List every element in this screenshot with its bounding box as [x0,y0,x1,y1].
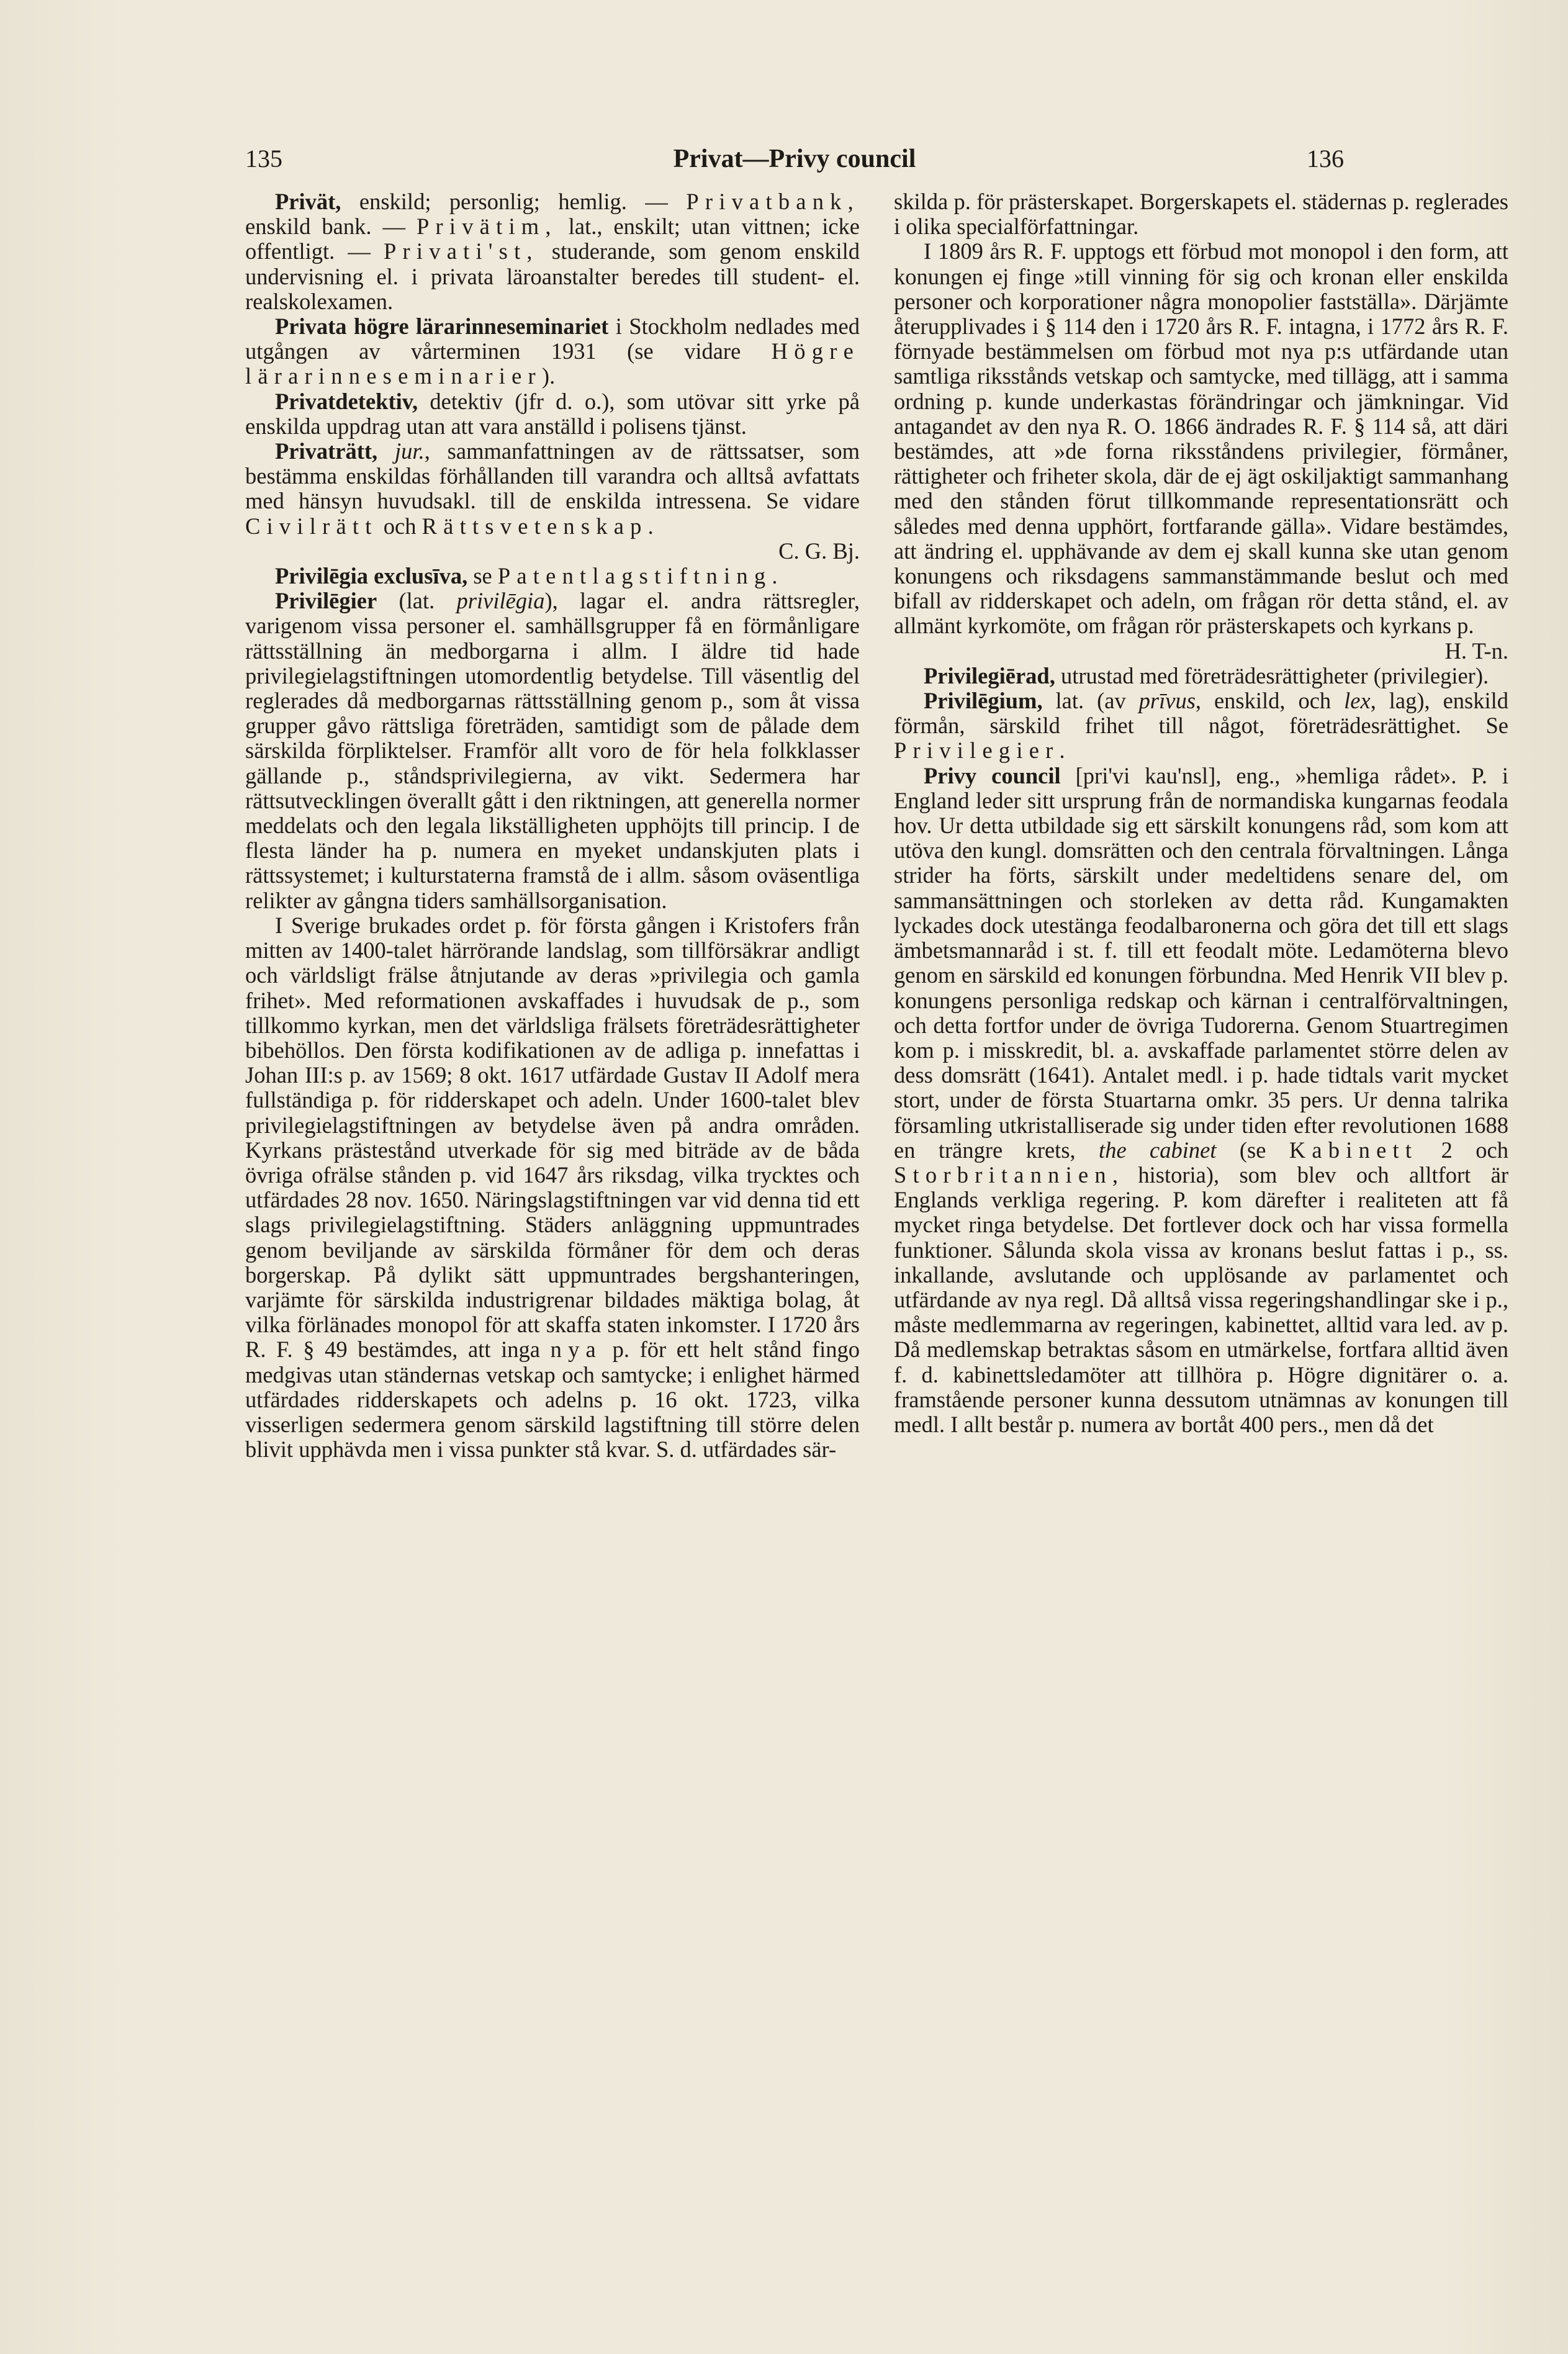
headword: Privilēgier [275,588,377,614]
spaced-term: Patentlagstiftning [497,563,772,589]
headword: Privilēgium, [924,688,1043,714]
entry-privilegium [894,688,1508,764]
entry-text: i Stockholm nedlades med utgången av vårterminen 1931 (se vidare [245,313,860,364]
headword: Privy council [924,762,1061,788]
entry-text: , lag), enskild förmån, särskild frihet till något, företrädesrättighet. Se [894,688,1509,739]
entry-text: . [1059,737,1065,764]
paragraph-continuation [894,189,1508,239]
entry-privatratt [245,439,860,564]
spaced-term: Kabinett [1289,1137,1418,1163]
entry-text: utrustad med företrädesrättigheter (privilegier). [1055,662,1489,688]
entry-text: , sammanfattningen av de rättssatser, som bestämma enskildas förhållanden till varandra och alltså avfattats med hänsyn huvudsakl. till de enskilda intressena. Se vidare [245,438,860,514]
entry-privy-council [894,764,1508,1437]
entry-text: enskild; personlig; hemlig. — [341,189,687,214]
entry-text: . [647,513,654,539]
entry-text: enskild bank. — [245,214,417,240]
entry-text: I Sverige brukades ordet p. för första gången i Kristofers från mitten av 1400-talet härrörande landslag, som tillförsäkrar andligt och världsligt frälse åtnjutande av deras »privilegia och gamla frihet». Med reformationen avskaffades i huvudsak de p., som tillkommo kyrkan, men det världsliga frälsets företrädesrättigheter bibehöllos. Den första kodifikationen av de adliga p. innefattas i Johan III:s p. av 1569; 8 okt. 1617 utfärdade Gustav II Adolf mera fullständiga p. för ridderskapet och adeln. Under 1600-talet blev privilegielagstiftningen av betydelse även på andra områden. Kyrkans prästestånd utverkade för sig med biträde av de båda övriga ofrälse stånden p. vid 1647 års riksdag, vilka trycktes och utfärdades 28 nov. 1650. Näringslagstiftningen var vid denna tid ett slags privilegielagstiftning. Städers anläggning uppmuntrades genom beviljande av särskilda förmåner för dem och deras borgerskap. På dylikt sätt uppmuntrades bergshanteringen, varjämte för särskilda industrigrenar bildades mäktiga bolag, åt vilka förlänades monopol för att skaffa staten inkomster. I 1720 års R. F. § 49 bestämdes, att inga [245,912,860,1363]
italic-term: lex [1344,688,1371,714]
entry-text: och [377,513,422,539]
entry-text: se [467,563,498,589]
entry-text: ). [541,363,556,389]
spaced-term: Privilegier [894,737,1060,764]
entry-text: , historia), som blev och alltfort är Englands verkliga regering. P. kom därefter i realiteten att få mycket ringa betydelse. Det fortlever dock och har vissa formella funktioner. Sålunda skola vissa av kronans beslut fattas i p., ss. inkallande, avslutande och upplösande av parlamentet och utfärdande av nya regl. Då alltså vissa regeringshandlingar ske i p., måste medlemmarna av regeringen, kabinettet, alltid vara led. av p. Då medlemskap betraktas såsom en utmärkelse, fortfara alltid även f. d. kabinettsledamöter att tillhöra p. Högre dignitärer o. a. framstående personer kunna dessutom utnämnas av konungen till medl. I allt består p. numera av bortåt 400 pers., men då det [894,1161,1508,1437]
paragraph-sverige [245,913,860,1462]
left-column [245,189,860,1462]
entry-text: (se [1216,1137,1289,1163]
italic-term: privilēgia [456,588,545,614]
entry-privatdetektiv [245,389,860,439]
italic-term: the cabinet [1099,1137,1217,1163]
spaced-term: Civilrätt [245,513,378,539]
spaced-term: Privätim, [416,214,557,240]
entry-text: I 1809 års R. F. upptogs ett förbud mot monopol i den form, att konungen ej finge »till vinning för sig och kronan eller enskilda personer och korporationer några monopolier fastställa». Därjämte återupplivades i § 114 den i 1720 års R. F. intagna, i 1772 års R. F. förnyade bestämmelsen om förbud mot nya p:s utfärdande utan samtliga riksstånds vetskap och samtycke, med tillägg, att i samma ordning p. kunde underkastas förändringar och jämkningar. Vid antagandet av den nya R. O. 1866 ändrades R. F. § 114 så, att däri bestämdes, att »de forna riksståndens privilegier, förmåner, rättigheter och friheter skola, där de ej ägt oskiljaktigt sammanhang med den stånden förut tillkommande representationsrätt och således med denna upphört, fortfarande gälla». Vidare bestämdes, att ändring el. upphävande av dem ej skall kunna ske utan genom konungens och riksdagens sammanstämmande beslut och med bifall av ridderskapet och adeln, om frågan rör detta stånd, el. av allmänt kyrkomöte, om frågan rör prästerskapets och kyrkans p. [894,238,1508,639]
entry-text: p. för ett helt stånd fingo medgivas utan ständernas vetskap och samtycke; i enlighet härmed utfärdades ridderskapets och adelns p. 16 okt. 1723, vilka visserligen sedermera genom särskild lagstiftning till större delen blivit upphävda men i vissa punkter stå kvar. S. d. utfärdades sär- [245,1337,860,1463]
italic-term: prīvus [1138,688,1196,714]
entry-text: [pri'vi kau'nsl], eng., »hemliga rådet». P. i England leder sitt ursprung från de normandiska kungarnas feodala hov. Ur detta utbildade sig ett särskilt konungens råd, som kom att utöva den kungl. domsrätten och den centrala förvaltningen. Långa strider ha förts, särskilt under medeltidens senare del, om sammansättningen och storleken av detta råd. Kungamakten lyckades dock utestänga feodalbaronerna och göra det till ett slags ämbetsmannaråd i st. f. till ett feodalt möte. Ledamöterna blevo genom en särskild ed konungen förbundna. Med Henrik VII blev p. konungens personliga redskap och kärnan i centralförvaltningen, och detta fortfor under de övriga Tudorerna. Genom Stuartregimen kom p. i misskredit, bl. a. avskaffade parlamentet större delen av dess domsrätt (1641). Antalet medl. i p. hade tidtals varit mycket stort, under de första Stuartarna omkr. 35 pers. Ur denna talrika församling utkristalliserade sig under tiden efter revolutionen 1688 en trängre krets, [894,762,1508,1163]
headword: Privata högre lärarinneseminariet [275,313,609,340]
running-title: Privat—Privy council [673,145,916,173]
entry-text: lat., enskilt; utan vittnen; icke offentligt. — [245,214,860,264]
entry-privilegierad [894,664,1508,688]
entry-privata-hogre-lararinneseminariet [245,314,860,389]
page-number-left: 135 [245,145,282,173]
entry-text: detektiv (jfr d. o.), som utövar sitt yrke på enskilda uppdrag utan att vara anställd i polisens tjänst. [245,388,860,439]
entry-text: ), lagar el. andra rättsregler, varigenom vissa personer el. samhällsgrupper få en förmånligare rättsställning än medborgarna i allm. I äldre tid hade privilegielagstiftningen utomordentlig betydelse. Till väsentlig del reglerades då medborgarnas rättsställning genom p., som åt vissa grupper gåvo rättsliga företräden, samtidigt som de pålade dem särskilda förpliktelser. Framför allt voro de för hela folkklasser gällande p., ståndsprivilegierna, av vikt. Sedermera har rättsutvecklingen överallt gått i den riktningen, att generella normer meddelats och den legala likställigheten upphöjts till princip. I de flesta länder ha p. numera en myeket undanskjuten plats i rättssystemet; i kulturstaterna framstå de i allm. såsom oväsentliga relikter av gångna tiders samhällsorganisation. [245,588,860,913]
spaced-term: Privati'st, [383,238,539,264]
headword: Privilegiērad, [924,662,1055,688]
entry-privilegia-exclusiva [245,564,860,588]
entry-text: 2 och [1418,1137,1508,1163]
headword: Privatdetektiv, [275,388,418,414]
italic-term: jur. [377,438,425,464]
entry-text: lat. (av [1042,688,1139,714]
page-header [245,144,1344,181]
entry-text: skilda p. för prästerskapet. Borgerskapets el. städernas p. reglerades i olika specialförfattningar. [894,189,1508,240]
spaced-term: nya [550,1337,602,1363]
author-signature: H. T-n. [1444,638,1508,664]
spaced-term: Privatbank, [686,189,860,214]
page-number-right: 136 [1307,145,1344,173]
entry-text: , enskild, och [1195,688,1345,714]
entry-privat [245,189,860,314]
paragraph-rf-1809 [894,239,1508,663]
spaced-term: Storbritannien [894,1161,1112,1188]
entry-privilegier [245,588,860,913]
right-column [894,189,1508,1437]
headword: Privät, [275,189,341,214]
headword: Privilēgia exclusīva, [275,563,468,589]
author-signature: C. G. Bj. [778,538,860,564]
entry-text: (lat. [377,588,457,614]
entry-text: . [772,563,778,589]
headword: Privaträtt, [275,438,378,464]
spaced-term: Högre lärarinneseminarier [245,338,860,389]
entry-text: studerande, som genom enskild undervisning el. i privata läroanstalter beredes till student- el. realskolexamen. [245,238,860,314]
spaced-term: Rättsvetenskap [421,513,648,539]
